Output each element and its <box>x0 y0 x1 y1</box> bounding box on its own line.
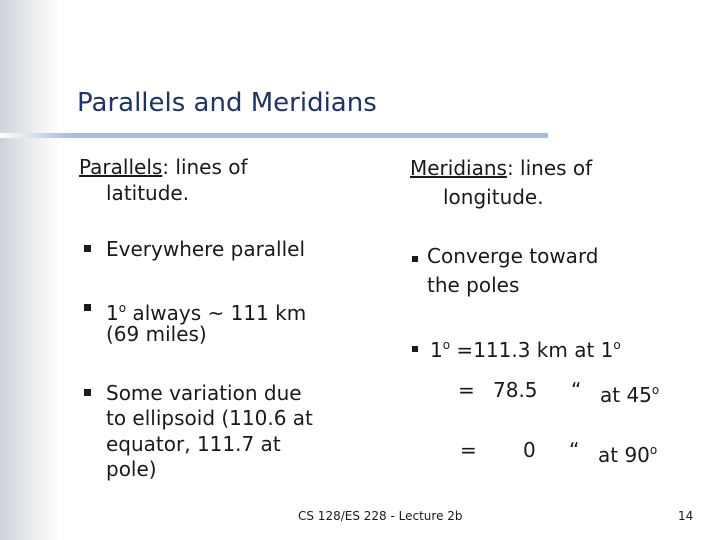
degree-symbol: o <box>651 383 660 397</box>
parallels-heading-line2: latitude. <box>106 181 190 205</box>
bullet-marker <box>412 256 418 262</box>
degree-symbol: o <box>118 301 127 315</box>
left-edge-gradient <box>0 0 60 540</box>
row-90-label <box>598 437 657 468</box>
bullet-variation-line4: pole) <box>106 457 157 481</box>
slide-title: Parallels and Meridians <box>77 88 377 118</box>
bullet-marker <box>84 245 91 252</box>
title-underline-fade <box>0 133 70 138</box>
parallels-heading-rest: : lines of <box>162 155 248 179</box>
bullet-one-degree-111-3 <box>430 332 621 363</box>
bullet-converge-line1: Converge toward <box>427 244 599 268</box>
meridians-term: Meridians <box>410 156 507 180</box>
row-45-equals: = <box>458 378 475 402</box>
text-fragment: =111.3 km at 1 <box>450 338 614 362</box>
degree-symbol: o <box>613 338 621 352</box>
text-fragment: 1 <box>106 301 119 325</box>
page-number: 14 <box>678 509 694 523</box>
row-90-equals: = <box>460 438 477 462</box>
parallels-heading <box>79 154 248 180</box>
row-90-value: 0 <box>523 438 536 462</box>
meridians-heading-line2: longitude. <box>443 185 544 209</box>
row-90-ditto: “ <box>569 438 580 462</box>
text-fragment: at 90 <box>598 443 650 467</box>
meridians-heading-rest: : lines of <box>506 156 593 180</box>
degree-symbol: o <box>649 443 658 457</box>
parallels-term: Parallels <box>79 155 163 179</box>
row-45-value: 78.5 <box>493 378 538 402</box>
title-underline <box>70 133 548 138</box>
bullet-variation-line2: to ellipsoid (110.6 at <box>106 406 313 430</box>
bullet-variation-line3: equator, 111.7 at <box>106 432 281 456</box>
text-fragment: at 45 <box>600 383 652 407</box>
bullet-converge-line2: the poles <box>427 273 520 297</box>
bullet-marker <box>84 389 91 396</box>
text-fragment: always ~ 111 km <box>126 301 307 325</box>
row-45-label <box>600 377 659 408</box>
bullet-marker <box>412 346 418 352</box>
slide-footer: CS 128/ES 228 - Lecture 2b <box>298 509 463 523</box>
bullet-marker <box>84 304 91 311</box>
degree-symbol: o <box>442 338 451 352</box>
row-45-ditto: “ <box>571 378 582 402</box>
bullet-variation-line1: Some variation due <box>106 381 302 405</box>
bullet-69-miles: (69 miles) <box>106 322 207 346</box>
text-fragment: 1 <box>430 338 443 362</box>
meridians-heading <box>410 155 592 181</box>
bullet-everywhere-parallel: Everywhere parallel <box>106 237 306 261</box>
